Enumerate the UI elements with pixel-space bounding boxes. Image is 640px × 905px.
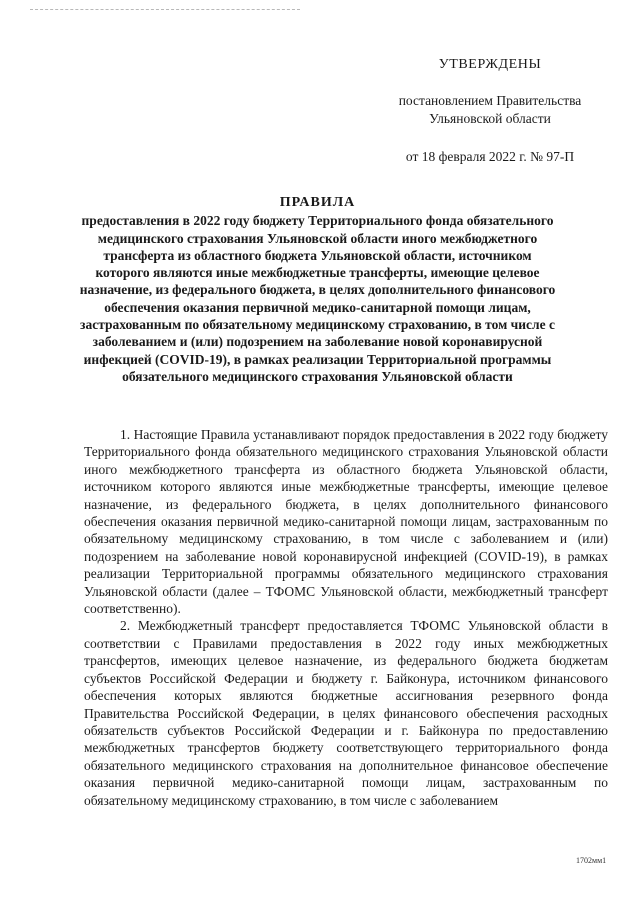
document-subtitle: предоставления в 2022 году бюджету Территориального фонда обязательного медицинского страхования Ульяновской области иного межбюджетного трансферта из областного бюджета Ульяновской области, источником которого являются иные межбюджетные трансферты, имеющие целевое назначение, из федерального бюджета, в целях дополнительного финансового обеспечения оказания первичной медико-санитарной помощи лицам, застрахованным по обязательному медицинскому страхованию, в том числе с заболеванием и (или) подозрением на заболевание новой коронавирусной инфекцией (COVID-19), в рамках реализации Территориальной программы обязательного медицинского страхования Ульяновской области — [79, 213, 556, 384]
approval-title: УТВЕРЖДЕНЫ — [438, 57, 542, 72]
paragraph: 2. Межбюджетный трансферт предоставляется ТФОМС Ульяновской области в соответствии с Правилами предоставления в 2022 году иных межбюджетных трансфертов, имеющих целевое назначение, из федерального бюджета бюджетам субъектов Российской Федерации и бюджету г. Байконура, источником финансового обеспечения которых являются бюджетные ассигнования резервного фонда Правительства Российской Федерации, в целях финансового обеспечения расходных обязательств субъектов Российской Федерации и г. Байконура по предоставлению межбюджетных трансфертов бюджету соответствующего территориального фонда обязательного медицинского страхования на дополнительное финансовое обеспечение оказания первичной медико-санитарной помощи лицам, застрахованным по обязательному медицинскому страхованию, в том числе с заболеванием — [84, 618, 608, 808]
page-stamp: 1702мм1 — [576, 856, 607, 865]
paragraph: 1. Настоящие Правила устанавливают порядок предоставления в 2022 году бюджету Территориального фонда обязательного медицинского страхования Ульяновской области иного межбюджетного трансферта из областного бюджета Ульяновской области, источником которого являются иные межбюджетные трансферты, имеющие целевое назначение, из федерального бюджета, в целях дополнительного финансового обеспечения оказания первичной медико-санитарной помощи лицам, застрахованным по обязательному медицинскому страхованию, в том числе с заболеванием и (или) подозрением на заболевание новой коронавирусной инфекцией (COVID-19), в рамках реализации Территориальной программы обязательного медицинского страхования Ульяновской области (далее – ТФОМС Ульяновской области, межбюджетный трансферт соответственно). — [84, 427, 608, 617]
document-body — [84, 426, 608, 809]
top-scan-rule — [30, 9, 300, 10]
document-title: ПРАВИЛА — [279, 195, 356, 210]
approval-block — [370, 56, 610, 166]
approval-line: Ульяновской области — [429, 111, 551, 126]
approval-line: постановлением Правительства — [398, 93, 582, 108]
document-heading — [75, 194, 560, 385]
approval-date: от 18 февраля 2022 г. № 97-П — [405, 149, 575, 164]
